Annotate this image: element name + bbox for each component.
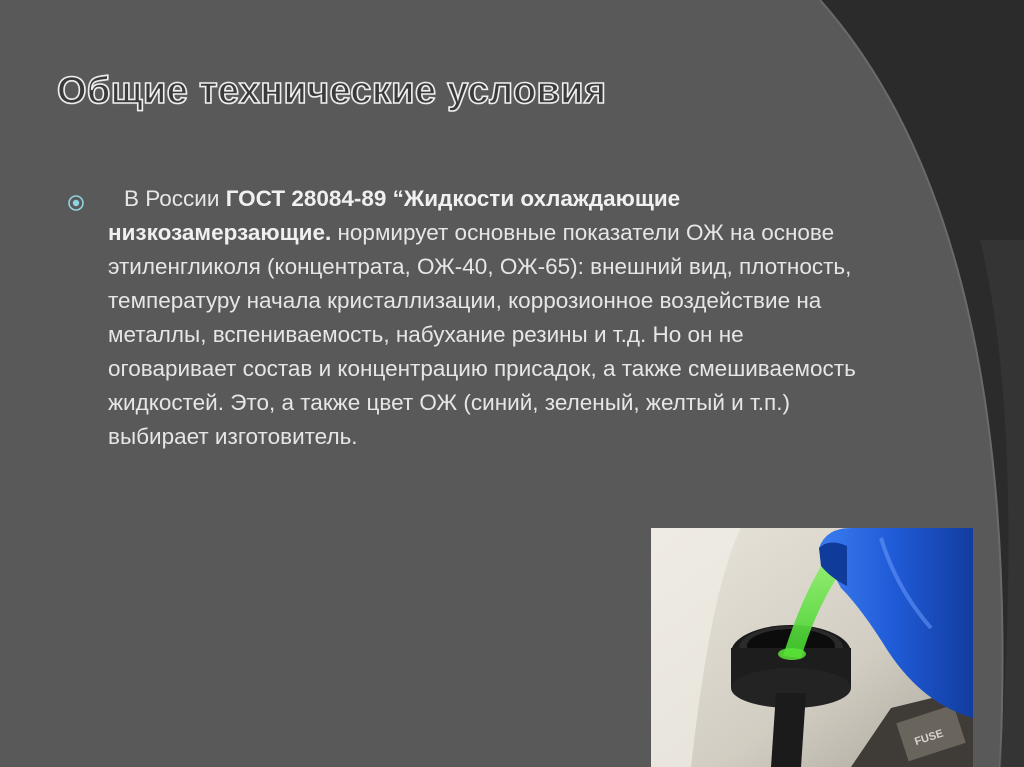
circle-bullet-icon [67, 194, 85, 212]
fuse-label: FUSE [913, 727, 945, 749]
gost-title: “Жидкости охлаждающие низкозамерзающие. [108, 186, 681, 245]
slide-title: Общие технические условия [57, 70, 607, 112]
body-paragraph [108, 182, 868, 454]
gost-code: ГОСТ 28084-89 [225, 186, 393, 211]
paragraph-prefix: В России [124, 186, 226, 211]
coolant-photo [651, 528, 973, 767]
coolant-pouring-illustration [651, 528, 973, 767]
paragraph-rest: нормирует основные показатели ОЖ на основе этиленгликоля (концентрата, ОЖ-40, ОЖ-65): внешний вид, плотность, температуру начала кристаллизации, коррозионное воздействие на металлы, вспениваемость, набухание резины и т.д. Но он не оговаривает состав и концентрацию присадок, а также смешиваемость жидкостей. Это, а также цвет ОЖ (синий, зеленый, желтый и т.п.) выбирает изготовитель. [108, 220, 856, 449]
